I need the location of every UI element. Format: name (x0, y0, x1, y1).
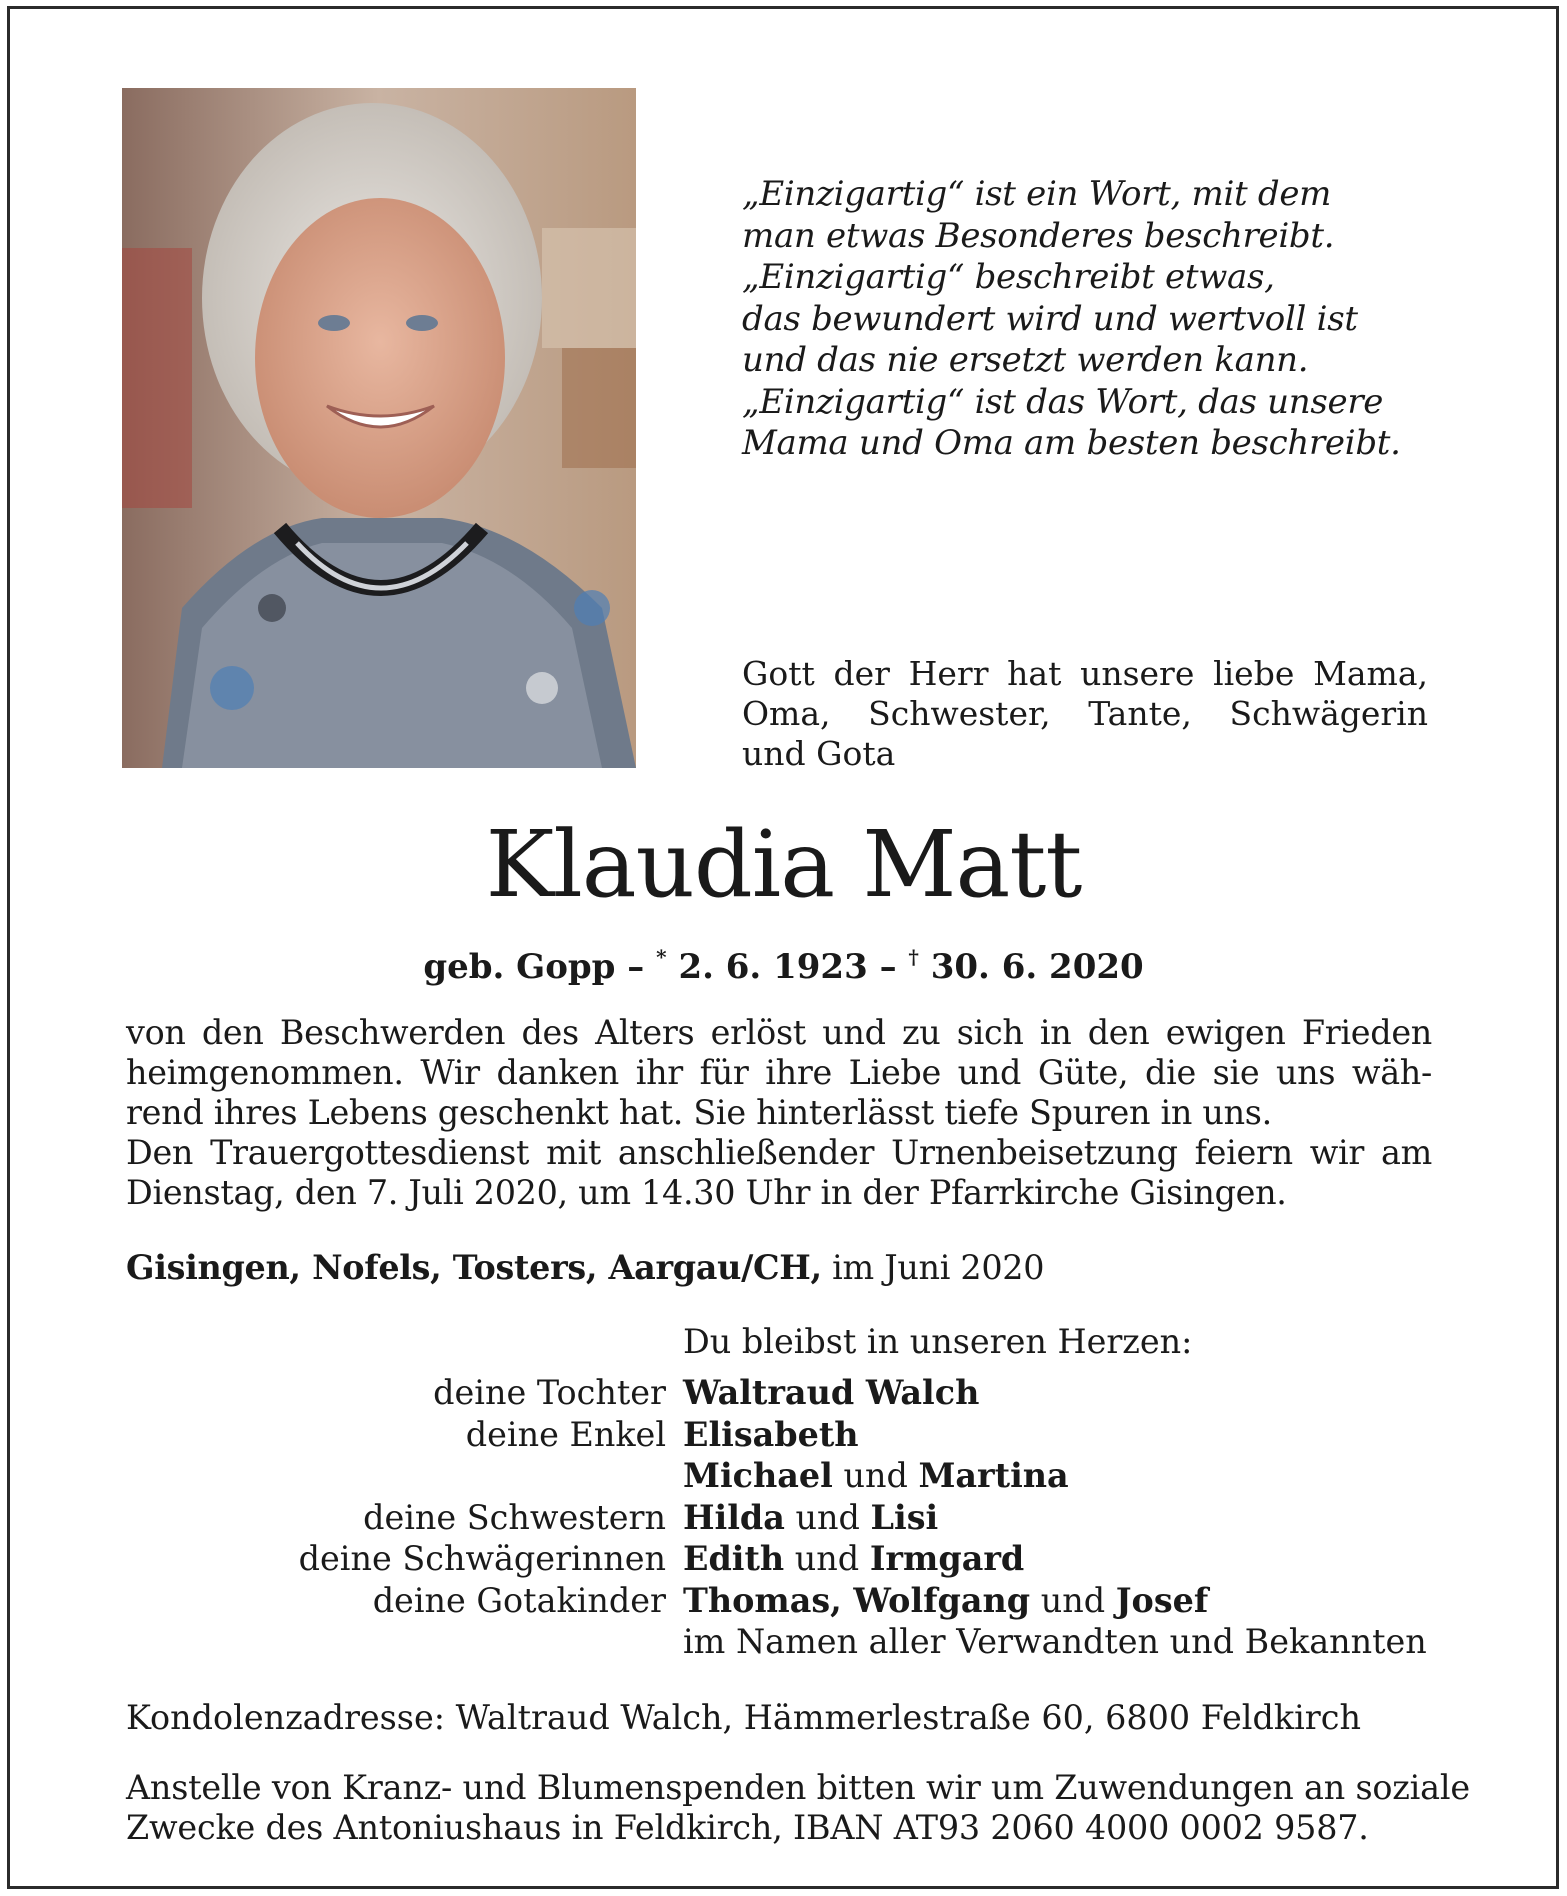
announcement-body (126, 1013, 1432, 1213)
separator: – (627, 947, 645, 987)
quote-line: „Einzigartig“ ist das Wort, das unsere (742, 381, 1384, 422)
donation-note (126, 1768, 1470, 1848)
family-relation: deine Schwestern (363, 1497, 666, 1537)
quote-line: „Einzigartig“ beschreibt etwas, (742, 257, 1275, 297)
body-line: rend ihres Lebens geschenkt hat. Sie hinterlässt tiefe Spuren in uns. (126, 1093, 1272, 1132)
family-member-name: Martina (918, 1456, 1069, 1495)
family-list (0, 1372, 1567, 1663)
body-line: von den Beschwerden des Alters erlöst und zu sich in den ewigen Frieden (126, 1013, 1432, 1052)
quote-line: Mama und Oma am besten beschreibt. (742, 423, 1401, 463)
family-row (0, 1414, 1567, 1456)
family-names (683, 1621, 1427, 1663)
family-row (0, 1497, 1567, 1539)
quote-line: man etwas Besonderes beschreibt. (742, 215, 1335, 256)
family-relation: deine Enkel (465, 1414, 666, 1454)
family-row (0, 1455, 1567, 1497)
month-date: im Juni 2020 (832, 1248, 1045, 1287)
donation-line: Anstelle von Kranz- und Blumenspenden bitten wir um Zuwendungen an soziale (126, 1768, 1470, 1807)
portrait-photo (122, 88, 636, 768)
family-names (683, 1372, 979, 1414)
family-relation: deine Tochter (433, 1373, 666, 1412)
quote-line: und das nie ersetzt werden kann. (742, 340, 1309, 380)
intro-line: und Gota (742, 734, 896, 773)
intro-line: Gott der Herr hat unsere liebe Mama, (742, 654, 1428, 693)
donation-line: Zwecke des Antoniushaus in Feldkirch, IBAN AT93 2060 4000 0002 9587. (126, 1808, 1369, 1847)
family-member-name: Thomas, Wolfgang (683, 1580, 1031, 1620)
family-member-name: Elisabeth (683, 1414, 859, 1454)
family-member-name: Lisi (870, 1497, 939, 1537)
intro-line: Oma, Schwester, Tante, Schwägerin (742, 694, 1428, 733)
connector-text: und (832, 1456, 919, 1495)
birth-name: geb. Gopp (423, 947, 616, 987)
family-row (0, 1538, 1567, 1580)
life-dates (0, 937, 1567, 987)
places: Gisingen, Nofels, Tosters, Aargau/CH, (126, 1248, 822, 1287)
quote-line: „Einzigartig“ ist ein Wort, mit dem (742, 174, 1332, 214)
family-member-name: Hilda (683, 1497, 785, 1537)
birth-date: 2. 6. 1923 (678, 947, 868, 987)
family-member-name: Michael (683, 1456, 833, 1495)
family-heading: Du bleibst in unseren Herzen: (683, 1322, 1193, 1361)
family-row (0, 1372, 1567, 1414)
deceased-name: Klaudia Matt (485, 811, 1082, 918)
separator: – (879, 947, 897, 987)
family-member-name: Waltraud Walch (683, 1373, 980, 1412)
connector-text: und (1030, 1580, 1116, 1620)
birth-symbol: * (656, 945, 667, 969)
connector-text: und (784, 1497, 871, 1537)
death-symbol: † (908, 945, 919, 969)
intro-text (742, 654, 1428, 774)
family-names (683, 1455, 1069, 1497)
family-relation: deine Schwägerinnen (298, 1539, 666, 1578)
family-member-name: Edith (683, 1539, 785, 1578)
family-names (683, 1580, 1208, 1622)
family-names (683, 1414, 859, 1456)
family-names (683, 1497, 938, 1539)
connector-text: im Namen aller Verwandten und Bekannten (683, 1622, 1427, 1661)
body-line: Dienstag, den 7. Juli 2020, um 14.30 Uhr in der Pfarrkirche Gisingen. (126, 1173, 1287, 1212)
family-row (0, 1580, 1567, 1622)
place-date-line (126, 1248, 1426, 1288)
quote-text (742, 174, 1442, 465)
connector-text: und (784, 1539, 870, 1578)
portrait-image (122, 88, 636, 768)
family-names (683, 1538, 1024, 1580)
quote-line: das bewundert wird und wertvoll ist (742, 298, 1358, 339)
family-member-name: Josef (1115, 1580, 1209, 1620)
death-date: 30. 6. 2020 (930, 947, 1144, 987)
condolence-address: Kondolenzadresse: Waltraud Walch, Hämmerlestraße 60, 6800 Feldkirch (126, 1698, 1361, 1737)
body-line: Den Trauergottesdienst mit anschließender Urnenbeisetzung feiern wir am (126, 1133, 1432, 1172)
family-relation: deine Gotakinder (372, 1580, 666, 1620)
body-line: heimgenommen. Wir danken ihr für ihre Liebe und Güte, die sie uns wäh- (126, 1053, 1432, 1092)
family-row (0, 1621, 1567, 1663)
family-member-name: Irmgard (869, 1539, 1025, 1578)
